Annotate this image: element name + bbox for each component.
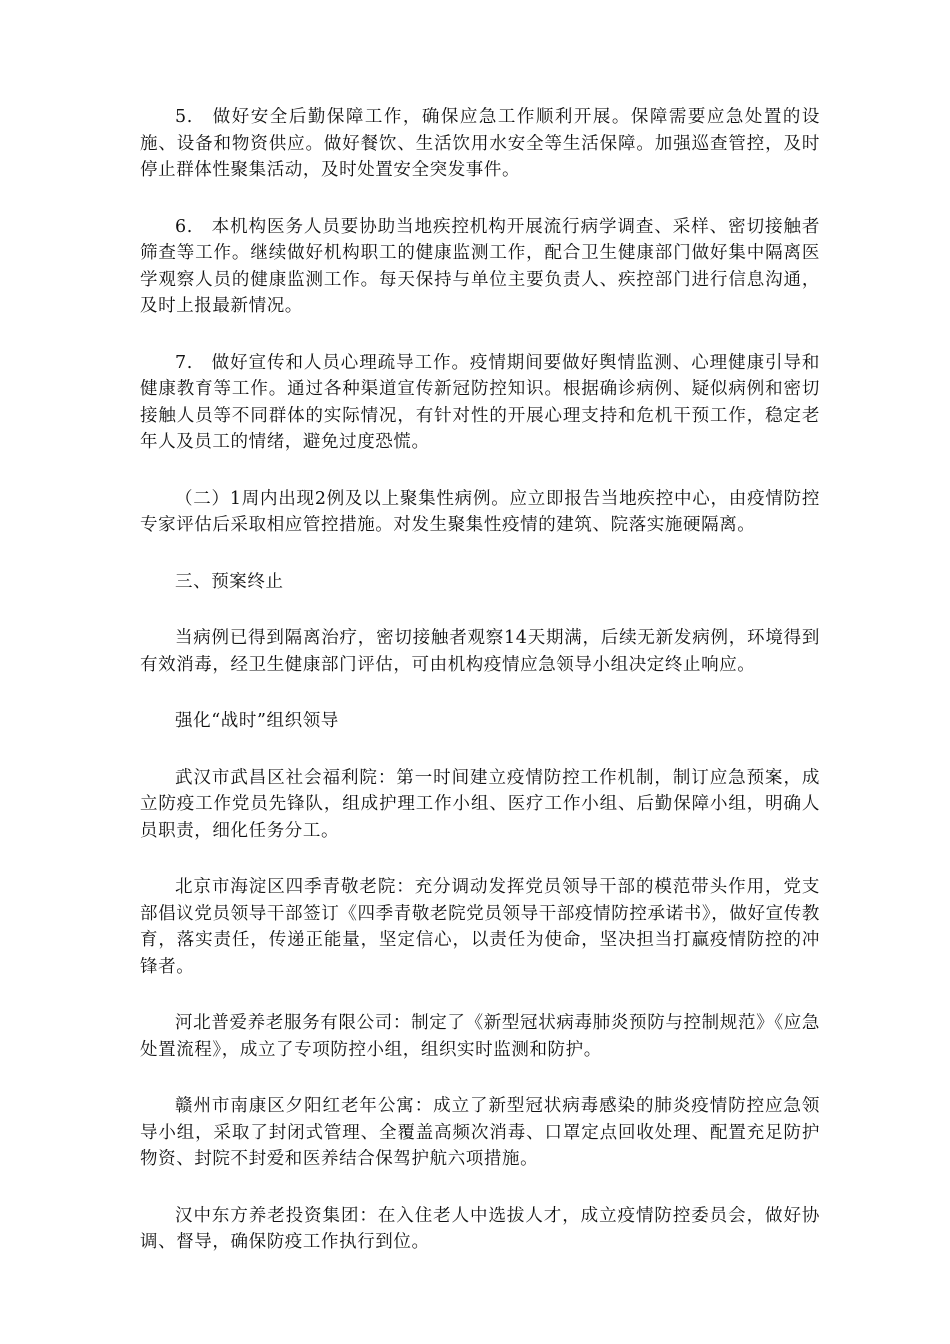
subheading-wartime-leadership: 强化“战时”组织领导 [175,711,339,731]
paragraph-item-5: 5. 做好安全后勤保障工作，确保应急工作顺利开展。保障需要应急处置的设施、设备和物资供应。做好餐饮、生活饮用水安全等生活保障。加强巡查管控，及时停止群体性聚集活动，及时处置安全突发事件。 [140,107,820,180]
case-paragraph: 赣州市南康区夕阳红老年公寓：成立了新型冠状病毒感染的肺炎疫情防控应急领导小组，采取了封闭式管理、全覆盖高频次消毒、口罩定点回收处理、配置充足防护物资、封院不封爱和医养结合保驾护航六项措施。 [140,1096,820,1169]
document-body [140,104,820,1286]
paragraph-cluster-cases: （二）1周内出现2例及以上聚集性病例。应立即报告当地疾控中心，由疫情防控专家评估后采取相应管控措施。对发生聚集性疫情的建筑、院落实施硬隔离。 [140,488,820,535]
case-paragraph: 武汉市武昌区社会福利院：第一时间建立疫情防控工作机制，制订应急预案，成立防疫工作党员先锋队，组成护理工作小组、医疗工作小组、后勤保障小组，明确人员职责，细化任务分工。 [140,767,820,841]
case-paragraph: 河北普爱养老服务有限公司：制定了《新型冠状病毒肺炎预防与控制规范》《应急处置流程》，成立了专项防控小组，组织实时监测和防护。 [140,1013,820,1060]
case-paragraph: 汉中东方养老投资集团：在入住老人中选拔人才，成立疫情防控委员会，做好协调、督导，确保防疫工作执行到位。 [140,1205,820,1252]
section-heading-plan-termination: 三、预案终止 [175,571,284,592]
paragraph-item-7: 7. 做好宣传和人员心理疏导工作。疫情期间要做好舆情监测、心理健康引导和健康教育等工作。通过各种渠道宣传新冠防控知识。根据确诊病例、疑似病例和密切接触人员等不同群体的实际情况，有针对性的开展心理支持和危机干预工作，稳定老年人及员工的情绪，避免过度恐慌。 [140,352,820,452]
paragraph-item-6: 6. 本机构医务人员要协助当地疾控机构开展流行病学调查、采样、密切接触者筛查等工作。继续做好机构职工的健康监测工作，配合卫生健康部门做好集中隔离医学观察人员的健康监测工作。每天保持与单位主要负责人、疾控部门进行信息沟通，及时上报最新情况。 [140,216,820,316]
case-paragraph: 北京市海淀区四季青敬老院：充分调动发挥党员领导干部的模范带头作用，党支部倡议党员领导干部签订《四季青敬老院党员领导干部疫情防控承诺书》，做好宣传教育，落实责任，传递正能量，坚定信心，以责任为使命，坚决担当打赢疫情防控的冲锋者。 [140,877,820,977]
paragraph-termination: 当病例已得到隔离治疗，密切接触者观察14天期满，后续无新发病例，环境得到有效消毒，经卫生健康部门评估，可由机构疫情应急领导小组决定终止响应。 [140,628,820,675]
